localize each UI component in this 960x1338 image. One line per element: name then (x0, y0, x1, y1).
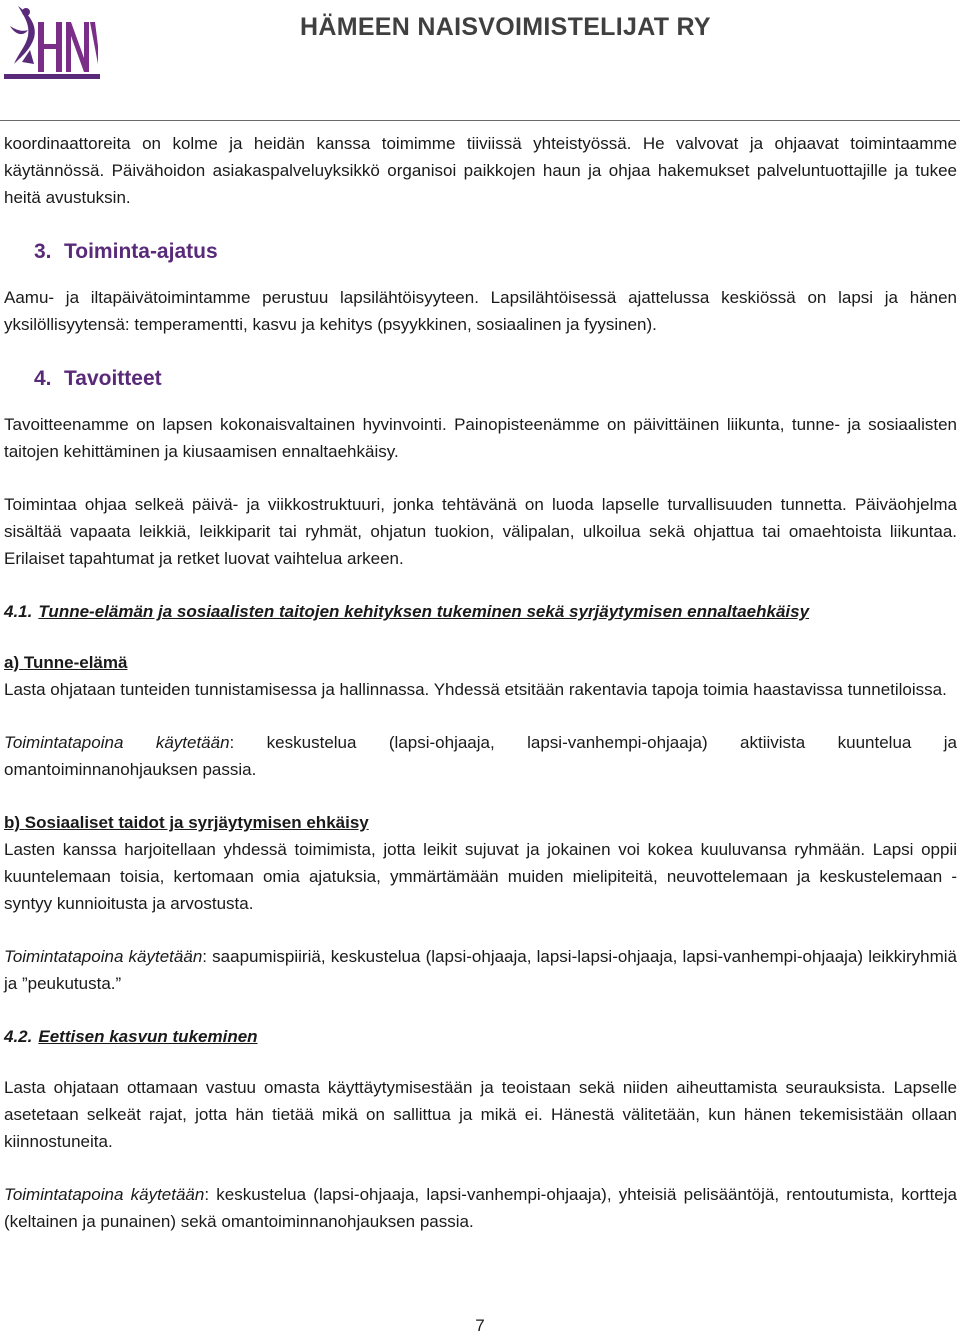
section-4-2-heading (4, 1023, 957, 1050)
section-title: Toiminta-ajatus (64, 240, 218, 263)
methods-text: : keskustelua (lapsi-ohjaaja, lapsi-vanhempi-ohjaaja), yhteisiä pelisääntöjä, rentoutumista, kortteja (keltainen ja punainen) sekä omantoiminnanohjauksen passia. (4, 1185, 957, 1231)
subsection-title: Sosiaaliset taidot ja syrjäytymisen ehkäisy (24, 813, 369, 832)
methods-text: : saapumispiiriä, keskustelua (lapsi-ohjaaja, lapsi-lapsi-ohjaaja, lapsi-vanhempi-ohjaaja) leikkiryhmiä ja ”peukutusta.” (4, 947, 957, 993)
subsection-a-methods (4, 729, 957, 783)
section-4-2-paragraph: Lasta ohjataan ottamaan vastuu omasta käyttäytymisestään ja teoistaan sekä niiden aiheuttamista seurauksista. Lapselle asetetaan selkeät rajat, jotta hän tietää mikä on sallittua ja mikä ei. Hänestä välitetään, kun hänen tekemisistään ollaan kiinnostuneita. (4, 1078, 957, 1151)
paragraph-part: Lapsilähtöisessä ajattelussa keskiössä on lapsi ja hänen yksilöllisyytensä: temperamentti, kasvu ja kehitys (psyykkinen, sosiaalinen ja fyysinen). (4, 288, 957, 334)
paragraph-part: Aamu- ja iltapäivätoimintamme perustuu lapsilähtöisyyteen. (4, 288, 479, 307)
subsection-a-heading (4, 649, 957, 676)
section-number: 4. (34, 367, 52, 390)
page-number: 7 (475, 1316, 485, 1335)
section-title: Tavoitteet (64, 367, 162, 390)
methods-label: Toimintatapoina käytetään (4, 947, 203, 966)
subsection-b-methods (4, 943, 957, 997)
section-title: Eettisen kasvun tukeminen (38, 1027, 258, 1046)
methods-text: : keskustelua (lapsi-ohjaaja, lapsi-vanhempi-ohjaaja) aktiivista kuuntelua ja omantoiminnanohjauksen passia. (4, 733, 957, 779)
organization-title: HÄMEEN NAISVOIMISTELIJAT RY (300, 13, 711, 41)
section-4-1-heading (4, 598, 957, 625)
subsection-b-paragraph: Lasten kanssa harjoitellaan yhdessä toimimista, jotta leikit sujuvat ja jokainen voi kokea kuuluvansa ryhmään. Lapsi oppii kuuntelemaan toisia, kertomaan omia ajatuksia, ymmärtämään muiden mielipiteitä, neuvottelemaan ja keskustelemaan - syntyy kunnioitusta ja arvostusta. (4, 840, 957, 913)
subsection-title: Tunne-elämä (23, 653, 128, 672)
subsection-a-paragraph: Lasta ohjataan tunteiden tunnistamisessa ja hallinnassa. Yhdessä etsitään rakentavia tapoja toimia haastavissa tunnetiloissa. (4, 680, 947, 699)
section-number: 3. (34, 240, 52, 263)
methods-label: Toimintatapoina käytetään (4, 1185, 205, 1204)
document-body (4, 130, 957, 1261)
section-3-paragraph (4, 284, 957, 338)
section-4-2-methods (4, 1181, 957, 1235)
section-number: 4.1. (4, 602, 33, 621)
subsection-letter: b) (4, 813, 21, 832)
subsection-letter: a) (4, 653, 20, 672)
section-3-heading (34, 237, 957, 267)
intro-paragraph: koordinaattoreita on kolme ja heidän kanssa toimimme tiiviissä yhteistyössä. He valvovat ja ohjaavat toimintaamme käytännössä. Päivähoidon asiakaspalveluyksikkö organisoi paikkojen haun ja ohjaa hakemukset palveluntuottajille ja tukee heitä avustuksin. (4, 134, 957, 207)
page-header (0, 0, 960, 121)
hnv-logo-icon (4, 2, 100, 80)
section-4-paragraph-2: Toimintaa ohjaa selkeä päivä- ja viikkostruktuuri, jonka tehtävänä on luoda lapselle turvallisuuden tunnetta. Päiväohjelma sisältää vapaata leikkiä, leikkiparit tai ryhmät, ohjatun tuokion, välipalan, ulkoilua sekä ohjattua tai omaehtoista liikuntaa. Erilaiset tapahtumat ja retket luovat vaihtelua arkeen. (4, 495, 957, 568)
section-title: Tunne-elämän ja sosiaalisten taitojen kehityksen tukeminen sekä syrjäytymisen ennaltaehkäisy (38, 602, 810, 621)
methods-label: Toimintatapoina käytetään (4, 733, 230, 752)
subsection-b-heading (4, 809, 957, 836)
section-number: 4.2. (4, 1027, 33, 1046)
section-4-paragraph-1: Tavoitteenamme on lapsen kokonaisvaltainen hyvinvointi. Painopisteenämme on päivittäinen liikunta, tunne- ja sosiaalisten taitojen kehittäminen ja kiusaamisen ennaltaehkäisy. (4, 415, 957, 461)
section-4-heading (34, 364, 957, 394)
